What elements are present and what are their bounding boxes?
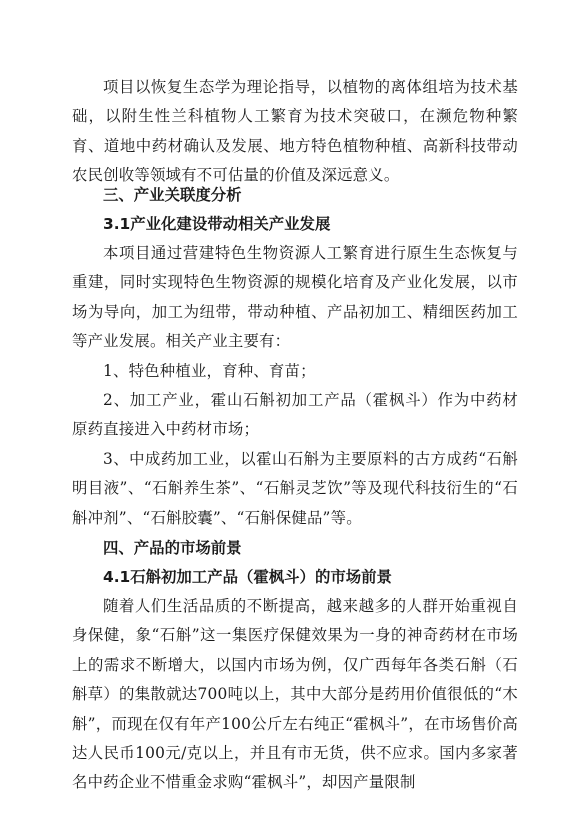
section-heading-market-prospect: 四、产品的市场前景 xyxy=(103,539,242,557)
subsection-heading-3-1: 3.1产业化建设带动相关产业发展 xyxy=(103,215,331,233)
paragraph-industrialization: 本项目通过营建特色生物资源人工繁育进行原生生态恢复与重建，同时实现特色生物资源的规模化培育及产业化发展，以市场为导向，加工为纽带，带动种植、产品初加工、精细医药加工等产业发展。相关产业主要有： xyxy=(72,244,518,351)
list-item-planting: 1、特色种植业，育种、育苗； xyxy=(103,362,316,380)
section-heading-industry-relevance: 三、产业关联度分析 xyxy=(103,186,242,204)
subsection-heading-4-1: 4.1石斛初加工产品（霍枫斗）的市场前景 xyxy=(103,568,392,586)
list-item-processing: 2、加工产业，霍山石斛初加工产品（霍枫斗）作为中药材原药直接进入中药材市场； xyxy=(72,391,518,439)
list-item-medicine: 3、中成药加工业，以霍山石斛为主要原料的古方成药“石斛明目液”、“石斛养生茶”、“石斛灵芝饮”等及现代科技衍生的“石斛冲剂”、“石斛胶囊”、“石斛保健品”等。 xyxy=(72,450,518,527)
paragraph-intro: 项目以恢复生态学为理论指导，以植物的离体组培为技术基础，以附生性兰科植物人工繁育为技术突破口，在濒危物种繁育、道地中药材确认及发展、地方特色植物种植、高新科技带动农民创收等领域有不可估量的价值及深远意义。 xyxy=(72,78,518,185)
paragraph-market: 随着人们生活品质的不断提高，越来越多的人群开始重视自身保健，象“石斛”这一集医疗保健效果为一身的神奇药材在市场上的需求不断增大，以国内市场为例，仅广西每年各类石斛（石斛草）的集散就达700吨以上，其中大部分是药用价值很低的“木斛”，而现在仅有年产100公斤左右纯正“霍枫斗”，在市场售价高达人民币100元/克以上，并且有市无货，供不应求。国内多家著名中药企业不惜重金求购“霍枫斗”，却因产量限制 xyxy=(72,597,518,792)
